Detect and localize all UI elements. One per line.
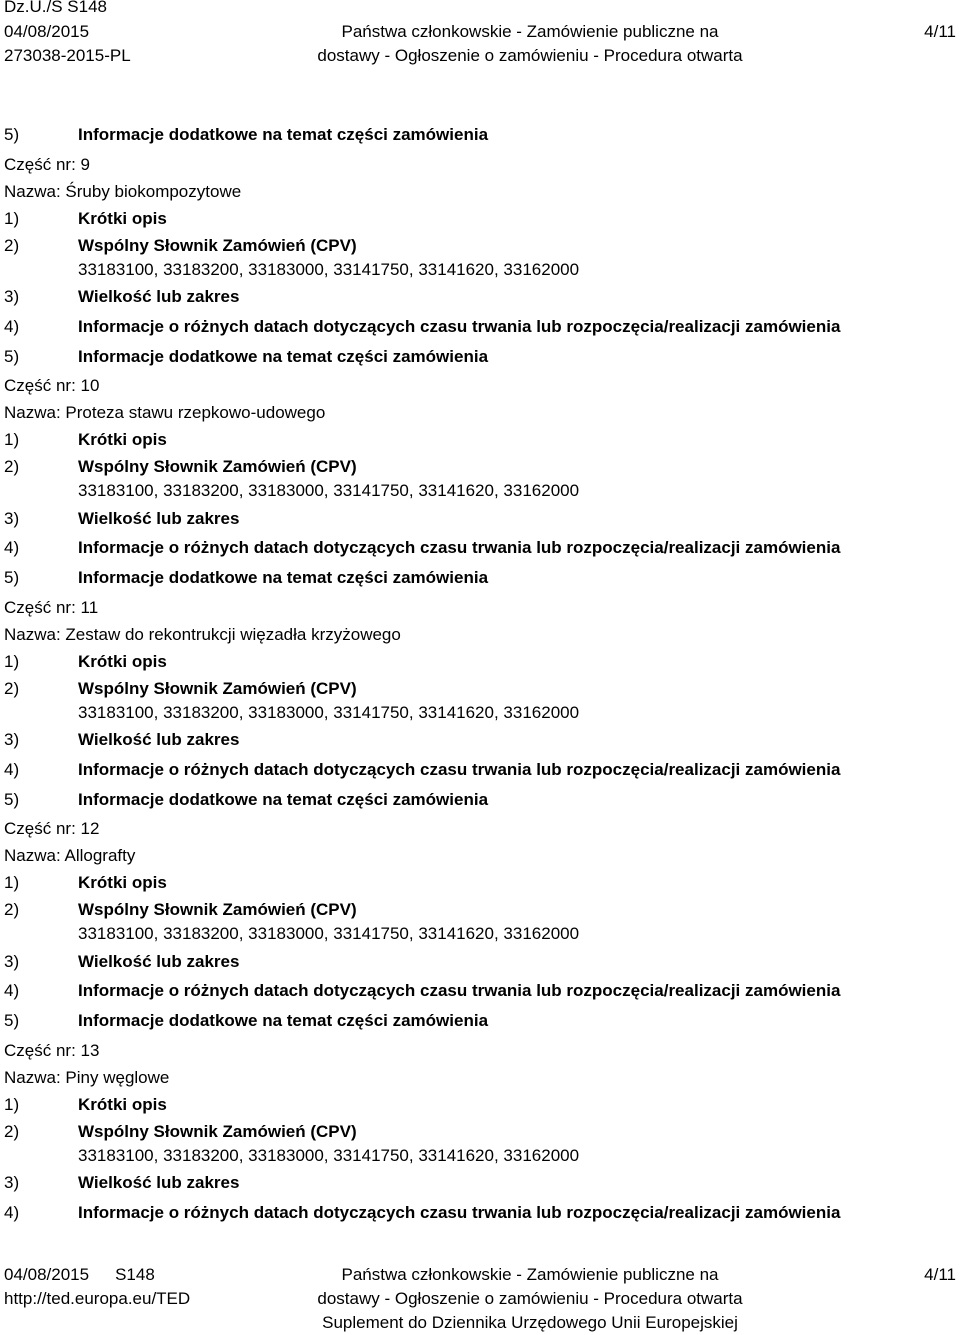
section-3-heading bbox=[4, 1168, 954, 1198]
section-number: 2) bbox=[4, 1121, 20, 1141]
section-title: Informacje dodatkowe na temat części zamówienia bbox=[78, 125, 489, 144]
section-2-heading bbox=[4, 898, 954, 922]
footer-date: 04/08/2015 bbox=[4, 1265, 90, 1284]
section-2-heading bbox=[4, 455, 954, 479]
footer-url: http://ted.europa.eu/TED bbox=[4, 1289, 191, 1308]
section-1-heading bbox=[4, 868, 954, 898]
part-number-line bbox=[4, 371, 954, 401]
name-label: Nazwa: bbox=[4, 403, 66, 423]
part-number: 13 bbox=[80, 1040, 100, 1060]
part-number-line bbox=[4, 1036, 954, 1066]
section-1-heading bbox=[4, 425, 954, 455]
part-label: Część nr: bbox=[4, 597, 81, 617]
section-number: 4) bbox=[4, 759, 20, 779]
section-number: 4) bbox=[4, 538, 20, 558]
section-5-heading bbox=[4, 785, 954, 815]
section-number: 3) bbox=[4, 1173, 20, 1193]
section-title: Informacje dodatkowe na temat części zamówienia bbox=[78, 568, 489, 588]
section-4-heading bbox=[4, 976, 954, 1006]
section-number: 3) bbox=[4, 286, 20, 306]
section-number: 1) bbox=[4, 430, 20, 450]
section-title: Informacje dodatkowe na temat części zamówienia bbox=[78, 789, 489, 809]
section-number: 1) bbox=[4, 1094, 20, 1114]
header-title-line1: Państwa członkowskie - Zamówienie publiczne na bbox=[341, 22, 719, 41]
section-number: 1) bbox=[4, 873, 20, 893]
section-number: 2) bbox=[4, 900, 20, 920]
section-number: 3) bbox=[4, 730, 20, 750]
section-title: Krótki opis bbox=[78, 651, 167, 671]
part-number: 12 bbox=[80, 819, 100, 839]
section-title: Wielkość lub zakres bbox=[78, 286, 240, 306]
section-3-heading bbox=[4, 282, 954, 312]
section-3-heading bbox=[4, 504, 954, 534]
section-title: Wielkość lub zakres bbox=[78, 730, 240, 750]
part-number: 9 bbox=[80, 154, 90, 174]
section-1-heading bbox=[4, 204, 954, 234]
cpv-codes: 33183100, 33183200, 33183000, 33141750, 33141620, 33162000 bbox=[78, 259, 580, 279]
section-title: Krótki opis bbox=[78, 430, 167, 450]
part-label: Część nr: bbox=[4, 376, 81, 396]
section-title: Wspólny Słownik Zamówień (CPV) bbox=[78, 1121, 357, 1141]
section-title: Informacje o różnych datach dotyczących czasu trwania lub rozpoczęcia/realizacji zamówienia bbox=[78, 981, 841, 1001]
page-header bbox=[0, 0, 960, 70]
section-number: 3) bbox=[4, 951, 20, 971]
section-4-heading bbox=[4, 1198, 954, 1228]
section-4-heading bbox=[4, 755, 954, 785]
part-number-line bbox=[4, 814, 954, 844]
part-label: Część nr: bbox=[4, 819, 81, 839]
part-name: Proteza stawu rzepkowo-udowego bbox=[65, 403, 326, 423]
section-number: 2) bbox=[4, 678, 20, 698]
section-number: 5) bbox=[4, 789, 20, 809]
section-title: Wspólny Słownik Zamówień (CPV) bbox=[78, 900, 357, 920]
section-1-heading bbox=[4, 647, 954, 677]
section-2-heading bbox=[4, 677, 954, 701]
part-name: Śruby biokompozytowe bbox=[65, 181, 242, 201]
part-name-line bbox=[4, 180, 954, 204]
part-block bbox=[4, 593, 954, 815]
cpv-codes: 33183100, 33183200, 33183000, 33141750, 33141620, 33162000 bbox=[78, 924, 580, 944]
name-label: Nazwa: bbox=[4, 846, 65, 866]
section-4-heading bbox=[4, 533, 954, 563]
section-number: 5) bbox=[4, 125, 20, 144]
part-label: Część nr: bbox=[4, 154, 81, 174]
part-name: Zestaw do rekontrukcji więzadła krzyżowego bbox=[65, 624, 401, 644]
section-number: 2) bbox=[4, 457, 20, 477]
section-title: Wspólny Słownik Zamówień (CPV) bbox=[78, 457, 357, 477]
section-title: Krótki opis bbox=[78, 873, 167, 893]
footer-series: S148 bbox=[115, 1265, 155, 1284]
section-2-heading bbox=[4, 234, 954, 258]
section-5-heading bbox=[4, 342, 954, 372]
section-number: 2) bbox=[4, 235, 20, 255]
part-name-line bbox=[4, 401, 954, 425]
part-name: Piny węglowe bbox=[65, 1067, 170, 1087]
part-block bbox=[4, 814, 954, 1036]
section-title: Wspólny Słownik Zamówień (CPV) bbox=[78, 678, 357, 698]
section-number: 4) bbox=[4, 1202, 20, 1222]
section-number: 5) bbox=[4, 568, 20, 588]
section-5-heading bbox=[4, 563, 954, 593]
part-number: 11 bbox=[80, 597, 99, 617]
journal-ref: Dz.U./S S148 bbox=[4, 0, 107, 16]
cpv-codes: 33183100, 33183200, 33183000, 33141750, 33141620, 33162000 bbox=[78, 1145, 580, 1165]
footer-title-line2: dostawy - Ogłoszenie o zamówieniu - Procedura otwarta bbox=[317, 1289, 743, 1308]
name-label: Nazwa: bbox=[4, 624, 66, 644]
cpv-codes: 33183100, 33183200, 33183000, 33141750, 33141620, 33162000 bbox=[78, 481, 580, 501]
part-label: Część nr: bbox=[4, 1040, 81, 1060]
section-number: 5) bbox=[4, 1011, 20, 1031]
section-title: Informacje o różnych datach dotyczących czasu trwania lub rozpoczęcia/realizacji zamówienia bbox=[78, 759, 841, 779]
section-title: Informacje o różnych datach dotyczących czasu trwania lub rozpoczęcia/realizacji zamówienia bbox=[78, 1202, 841, 1222]
part-block bbox=[4, 371, 954, 593]
section-title: Wielkość lub zakres bbox=[78, 951, 240, 971]
section-title: Wielkość lub zakres bbox=[78, 508, 240, 528]
section-title: Wspólny Słownik Zamówień (CPV) bbox=[78, 235, 357, 255]
section-title: Krótki opis bbox=[78, 208, 167, 228]
section-3-heading bbox=[4, 725, 954, 755]
part-name-line bbox=[4, 1066, 954, 1090]
section-number: 1) bbox=[4, 651, 20, 671]
name-label: Nazwa: bbox=[4, 181, 66, 201]
footer-page-number: 4/11 bbox=[924, 1265, 956, 1284]
part-number-line bbox=[4, 150, 954, 180]
section-number: 4) bbox=[4, 316, 20, 336]
part-number-line bbox=[4, 593, 954, 623]
part-block bbox=[4, 150, 954, 372]
footer-title-line1: Państwa członkowskie - Zamówienie publiczne na bbox=[341, 1265, 719, 1284]
section-4-heading bbox=[4, 312, 954, 342]
section-title: Informacje dodatkowe na temat części zamówienia bbox=[78, 1011, 489, 1031]
page-footer bbox=[0, 1263, 960, 1334]
part-name: Allografty bbox=[64, 846, 136, 866]
section-title: Krótki opis bbox=[78, 1094, 167, 1114]
section-title: Wielkość lub zakres bbox=[78, 1173, 240, 1193]
header-date: 04/08/2015 bbox=[4, 22, 90, 41]
notice-id: 273038-2015-PL bbox=[4, 46, 131, 65]
section-number: 3) bbox=[4, 508, 20, 528]
part-name-line bbox=[4, 623, 954, 647]
section-number: 4) bbox=[4, 981, 20, 1001]
document-body bbox=[4, 120, 954, 1228]
section-number: 5) bbox=[4, 346, 20, 366]
section-number: 1) bbox=[4, 208, 20, 228]
header-title-line2: dostawy - Ogłoszenie o zamówieniu - Procedura otwarta bbox=[317, 46, 743, 65]
part-block bbox=[4, 1036, 954, 1228]
section-3-heading bbox=[4, 947, 954, 977]
section-5-heading bbox=[4, 1006, 954, 1036]
cpv-codes: 33183100, 33183200, 33183000, 33141750, 33141620, 33162000 bbox=[78, 702, 580, 722]
section-2-heading bbox=[4, 1120, 954, 1144]
section-title: Informacje dodatkowe na temat części zamówienia bbox=[78, 346, 489, 366]
part-name-line bbox=[4, 844, 954, 868]
section-1-heading bbox=[4, 1090, 954, 1120]
section-title: Informacje o różnych datach dotyczących czasu trwania lub rozpoczęcia/realizacji zamówienia bbox=[78, 316, 841, 336]
section-5-heading bbox=[4, 120, 954, 150]
footer-supplement: Suplement do Dziennika Urzędowego Unii Europejskiej bbox=[322, 1313, 738, 1332]
section-title: Informacje o różnych datach dotyczących czasu trwania lub rozpoczęcia/realizacji zamówienia bbox=[78, 538, 841, 558]
header-page-number: 4/11 bbox=[924, 22, 956, 41]
part-number: 10 bbox=[80, 376, 100, 396]
name-label: Nazwa: bbox=[4, 1067, 66, 1087]
